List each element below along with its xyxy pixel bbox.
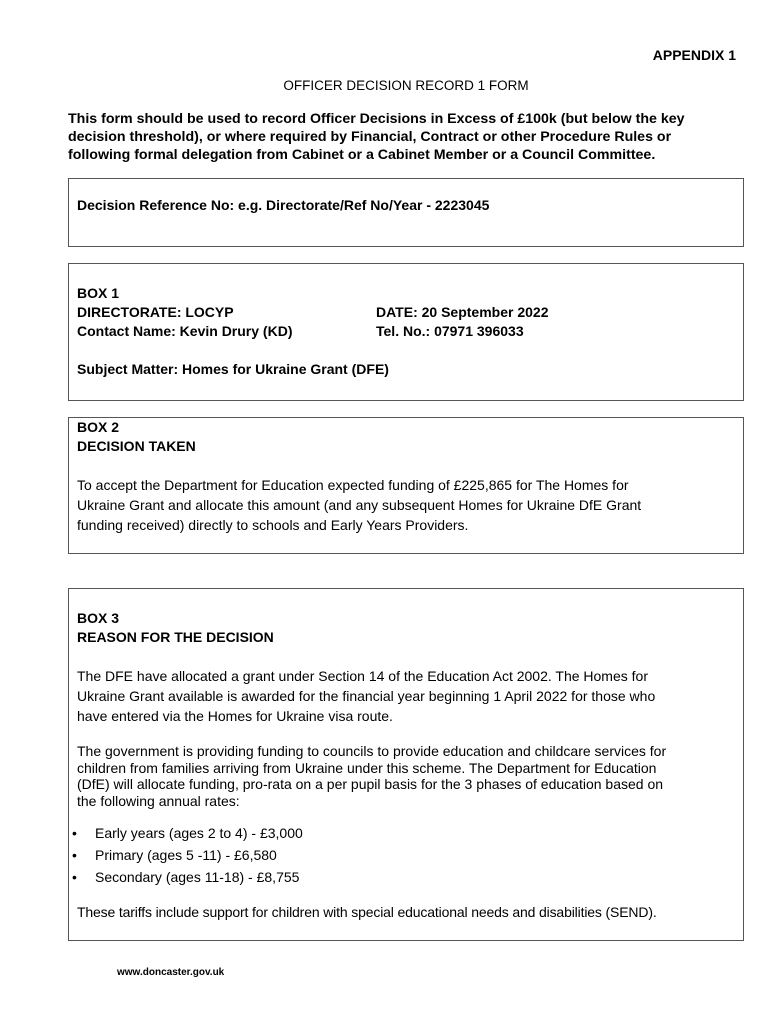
rate-primary: Primary (ages 5 -11) - £6,580 [95,847,277,863]
appendix-label: APPENDIX 1 [652,47,736,63]
box2-subheading: DECISION TAKEN [77,438,196,454]
subject-matter: Subject Matter: Homes for Ukraine Grant (DFE) [77,361,389,377]
reason-paragraph-1 [77,666,741,726]
box2-heading: BOX 2 [77,419,120,435]
box-1 [68,263,744,401]
list-item [69,847,739,869]
bullet-icon: • [72,847,77,863]
reason-line: have entered via the Homes for Ukraine visa route. [77,708,393,724]
list-item [69,869,739,891]
intro-line: following formal delegation from Cabinet or a Cabinet Member or a Council Committee. [68,147,656,163]
reason-paragraph-2 [77,743,741,809]
decision-line: To accept the Department for Education expected funding of £225,865 for The Homes for [77,477,629,493]
intro-line: decision threshold), or where required by Financial, Contract or other Procedure Rules or [68,129,672,145]
box-3 [68,588,744,941]
reason-line: children from families arriving from Ukraine under this scheme. The Department for Education [77,759,657,776]
list-item [69,825,739,847]
intro-text [68,110,748,164]
rate-early-years: Early years (ages 2 to 4) - £3,000 [95,825,303,841]
tariffs-note: These tariffs include support for children with special educational needs and disabilities (SEND). [77,904,657,920]
reason-line: the following annual rates: [77,792,240,809]
footer-website: www.doncaster.gov.uk [117,967,225,978]
telephone-number: Tel. No.: 07971 396033 [376,323,524,339]
form-title: OFFICER DECISION RECORD 1 FORM [283,78,529,93]
decision-taken-text [77,475,741,535]
bullet-icon: • [72,869,77,885]
decision-reference: Decision Reference No: e.g. Directorate/Ref No/Year - 2223045 [77,197,490,213]
annual-rates-list [69,825,739,891]
bullet-icon: • [72,825,77,841]
decision-line: funding received) directly to schools and Early Years Providers. [77,517,469,533]
intro-line: This form should be used to record Officer Decisions in Excess of £100k (but below the key [68,111,685,127]
decision-date: DATE: 20 September 2022 [376,304,549,320]
reason-line: (DfE) will allocate funding, pro-rata on a per pupil basis for the 3 phases of education based on [77,776,664,792]
box-2 [68,417,744,554]
box1-heading: BOX 1 [77,285,120,301]
decision-line: Ukraine Grant and allocate this amount (and any subsequent Homes for Ukraine DfE Grant [77,497,642,513]
decision-reference-box [68,178,744,247]
box3-subheading: REASON FOR THE DECISION [77,629,274,645]
rate-secondary: Secondary (ages 11-18) - £8,755 [95,869,300,885]
reason-line: The government is providing funding to councils to provide education and childcare services for [77,743,667,759]
box3-heading: BOX 3 [77,610,120,626]
reason-line: Ukraine Grant available is awarded for the financial year beginning 1 April 2022 for those who [77,688,656,704]
reason-line: The DFE have allocated a grant under Section 14 of the Education Act 2002. The Homes for [77,668,648,684]
directorate: DIRECTORATE: LOCYP [77,304,234,320]
contact-name: Contact Name: Kevin Drury (KD) [77,323,293,339]
